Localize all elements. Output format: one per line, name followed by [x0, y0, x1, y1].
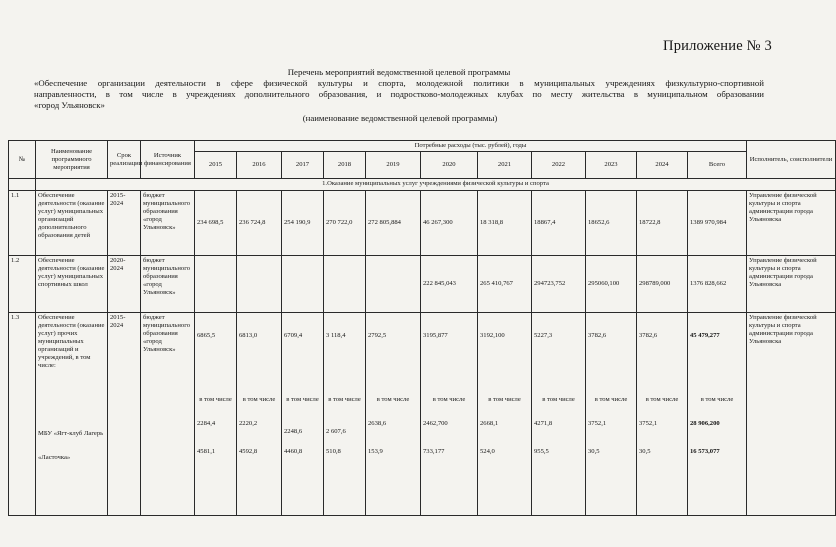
year-cell-2024	[637, 313, 688, 516]
row-value: 236 724,8	[237, 191, 282, 256]
header-year: 2022	[532, 152, 586, 179]
incl-label: в том числе	[432, 396, 466, 403]
incl-label: в том числе	[594, 396, 628, 403]
document-heading	[34, 67, 764, 111]
row-value: 5227,3	[534, 332, 553, 339]
year-cell-2018	[324, 313, 366, 516]
row-value: 265 410,767	[478, 256, 532, 313]
incl-label: в том числе	[488, 396, 521, 403]
incl-label: в том числе	[242, 396, 276, 403]
row-value: 270 722,0	[324, 191, 366, 256]
header-name: Наименование программного мероприятия	[36, 141, 108, 179]
section-num-cell	[9, 179, 36, 191]
row-value: 272 805,884	[366, 191, 421, 256]
row-num: 1.3	[9, 313, 36, 516]
row-num: 1.2	[9, 256, 36, 313]
sub2-value: 524,0	[480, 448, 495, 455]
header-num: №	[9, 141, 36, 179]
sub2-total: 16 573,077	[690, 448, 720, 455]
sub1-name: МБУ «Ягт-клуб Лагерь	[38, 430, 104, 437]
year-cell-2021	[478, 313, 532, 516]
row-value: 6865,5	[197, 332, 216, 339]
incl-label: в том числе	[376, 396, 410, 403]
row-source: бюджет муниципального образования «город Ульяновск»	[141, 191, 195, 256]
sub1-value: 3752,1	[639, 420, 658, 427]
incl-label: в том числе	[700, 396, 734, 403]
row-value: 18867,4	[532, 191, 586, 256]
heading-line-1: Перечень мероприятий ведомственной целевой программы	[287, 67, 511, 77]
row-value	[324, 256, 366, 313]
sub1-value: 4271,8	[534, 420, 553, 427]
row-value	[282, 256, 324, 313]
incl-label: в том числе	[286, 396, 319, 403]
row-value: 294723,752	[532, 256, 586, 313]
row-value: 3782,6	[639, 332, 658, 339]
incl-label: в том числе	[542, 396, 575, 403]
year-cell-2016	[237, 313, 282, 516]
row-num: 1.1	[9, 191, 36, 256]
header-expenses: Потребные расходы (тыс. рублей), годы	[195, 141, 747, 152]
sub1-value: 2220,2	[239, 420, 258, 427]
row-value: 18 318,8	[478, 191, 532, 256]
heading-subnote: (наименование ведомственной целевой программы)	[302, 113, 498, 123]
row-total: 1376 828,662	[688, 256, 747, 313]
year-cell-2023	[586, 313, 637, 516]
row-source: бюджет муниципального образования «город Ульяновск»	[141, 256, 195, 313]
row-value: 3195,877	[423, 332, 448, 339]
row-value: 298789,000	[637, 256, 688, 313]
total-cell	[688, 313, 747, 516]
row-value: 2792,5	[368, 332, 387, 339]
row-value: 18652,6	[586, 191, 637, 256]
incl-label: в том числе	[328, 396, 361, 403]
sub1-value: 2462,700	[423, 420, 448, 427]
row-name: Обеспечение деятельности (оказание услуг) муниципальных организаций дополнительного образования детей	[36, 191, 108, 256]
sub2-value: 4460,8	[284, 448, 303, 455]
sub2-value: 955,5	[534, 448, 549, 455]
row-value	[195, 256, 237, 313]
row-total: 45 479,277	[690, 332, 720, 339]
header-year: 2023	[586, 152, 637, 179]
row-period: 2015-2024	[108, 313, 141, 516]
sub2-value: 153,9	[368, 448, 383, 455]
row-period: 2015-2024	[108, 191, 141, 256]
header-executor: Исполнитель, соисполнители	[747, 141, 836, 179]
row-value: 3192,100	[480, 332, 505, 339]
sub1-value: 2668,1	[480, 420, 499, 427]
header-year: 2019	[366, 152, 421, 179]
section-title: 1.Оказание муниципальных услуг учреждениями физической культуры и спорта	[36, 179, 836, 191]
row-executor: Управление физической культуры и спорта администрации города Ульяновска	[747, 313, 836, 516]
sub1-value: 2638,6	[368, 420, 387, 427]
row-total: 1389 970,984	[688, 191, 747, 256]
table-row	[9, 191, 836, 256]
header-source: Источник финансирования	[141, 141, 195, 179]
row-value: 3 118,4	[326, 332, 346, 339]
sub2-value: 4581,1	[197, 448, 216, 455]
row-value: 234 698,5	[195, 191, 237, 256]
incl-label: в том числе	[199, 396, 232, 403]
row-name: Обеспечение деятельности (оказание услуг) муниципальных спортивных школ	[36, 256, 108, 313]
sub2-value: 30,5	[639, 448, 651, 455]
sub2-value: 510,8	[326, 448, 341, 455]
row-name-cell	[36, 313, 108, 516]
sub1-total: 28 906,200	[690, 420, 720, 427]
table-row	[9, 256, 836, 313]
sub1-value: 3752,1	[588, 420, 607, 427]
appendix-label: Приложение № 3	[663, 38, 772, 54]
row-period: 2020-2024	[108, 256, 141, 313]
year-cell-2020	[421, 313, 478, 516]
row-value: 3782,6	[588, 332, 607, 339]
sub2-value: 30,5	[588, 448, 600, 455]
header-row-top	[9, 141, 836, 152]
sub2-name: «Ласточка»	[38, 454, 71, 461]
row-value: 254 190,9	[282, 191, 324, 256]
heading-line-4: «город Ульяновск»	[34, 100, 105, 110]
header-year: 2018	[324, 152, 366, 179]
section-row	[9, 179, 836, 191]
incl-label: в том числе	[645, 396, 679, 403]
sub1-value: 2248,6	[284, 428, 303, 435]
sub2-value: 4592,8	[239, 448, 258, 455]
sub1-value: 2284,4	[197, 420, 216, 427]
sub2-value: 733,177	[423, 448, 445, 455]
row-executor: Управление физической культуры и спорта администрации города Ульяновска	[747, 256, 836, 313]
table-row	[9, 313, 836, 516]
header-year: 2020	[421, 152, 478, 179]
row-value: 222 845,043	[421, 256, 478, 313]
heading-line-3: направленности, в том числе в учреждениях дополнительного образования, и подростково-молодежных клубах по месту жительства в муниципальном образовании	[34, 89, 764, 99]
row-value	[237, 256, 282, 313]
row-source: бюджет муниципального образования «город Ульяновск»	[141, 313, 195, 516]
sub1-value: 2 607,6	[326, 428, 346, 435]
year-cell-2015	[195, 313, 237, 516]
row-value: 295060,100	[586, 256, 637, 313]
row-value: 46 267,300	[421, 191, 478, 256]
expenses-table	[8, 140, 836, 516]
row-executor: Управление физической культуры и спорта администрации города Ульяновска	[747, 191, 836, 256]
header-total: Всего	[688, 152, 747, 179]
heading-line-2: «Обеспечение организации деятельности в сфере физической культуры и спорта, молодежной политики в муниципальных учреждениях физкультурно-спортивной	[34, 78, 764, 88]
header-year: 2015	[195, 152, 237, 179]
year-cell-2022	[532, 313, 586, 516]
row-value: 6709,4	[284, 332, 303, 339]
row-name: Обеспечение деятельности (оказание услуг) прочих муниципальных организаций и учреждений, в том числе:	[38, 314, 105, 369]
header-period: Срок реализации	[108, 141, 141, 179]
row-value: 6813,0	[239, 332, 258, 339]
header-year: 2021	[478, 152, 532, 179]
header-year: 2024	[637, 152, 688, 179]
year-cell-2019	[366, 313, 421, 516]
year-cell-2017	[282, 313, 324, 516]
row-value	[366, 256, 421, 313]
header-year: 2016	[237, 152, 282, 179]
header-year: 2017	[282, 152, 324, 179]
row-value: 18722,8	[637, 191, 688, 256]
